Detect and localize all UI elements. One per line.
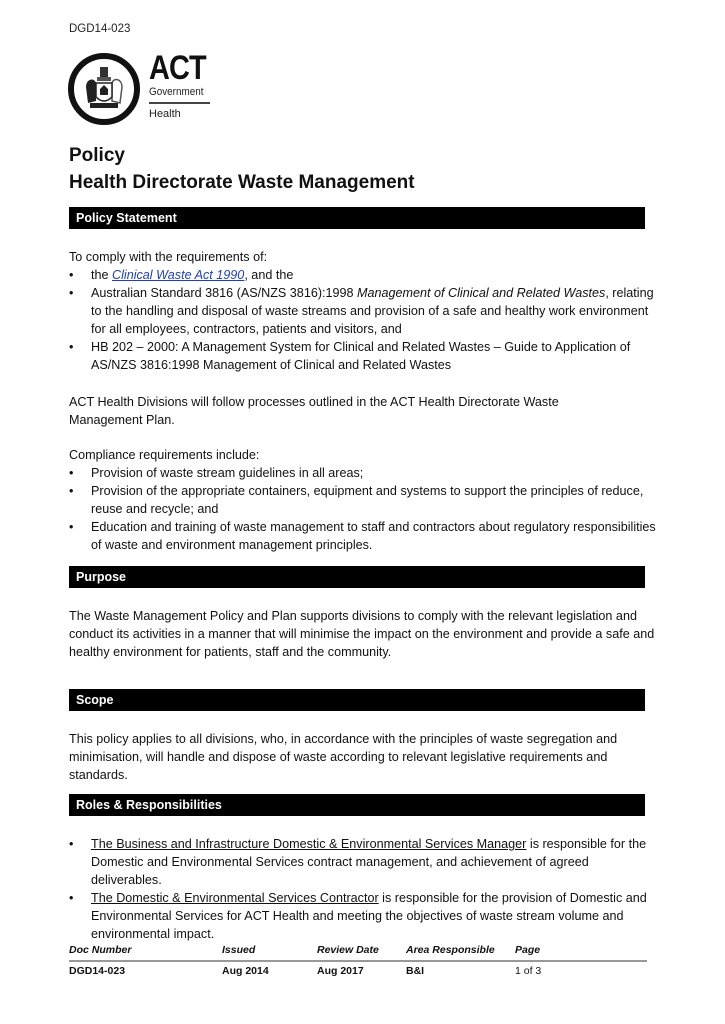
- roles-list: [69, 835, 659, 943]
- page-title-type: Policy: [69, 145, 125, 166]
- footer-header-row: [69, 943, 647, 959]
- paragraph-text: The Waste Management Policy and Plan supports divisions to comply with the relevant legislation and conduct its activities in a manner that will minimise the impact on the environment and provide a safe and healthy environment for patients, staff and the community.: [69, 609, 655, 659]
- list-item: [69, 482, 659, 518]
- bullet-icon: •: [69, 340, 74, 354]
- purpose-body: [69, 607, 659, 661]
- list-item: [69, 518, 659, 554]
- role-title: The Business and Infrastructure Domestic & Environmental Services Manager: [91, 837, 527, 851]
- list-text: Australian Standard 3816 (AS/NZS 3816):1998: [91, 286, 358, 300]
- list-text: Provision of waste stream guidelines in all areas;: [91, 466, 364, 480]
- list-item: [69, 284, 659, 338]
- list-item: [69, 889, 659, 943]
- footer-page: 1 of 3: [515, 965, 542, 977]
- standard-title: Management of Clinical and Related Wastes: [357, 286, 606, 300]
- logo-health-text: Health: [149, 108, 181, 120]
- role-description: is responsible for the provision of Domestic and Environmental Services for ACT Health and meeting the objectives of waste stream volume and environmental impact.: [91, 891, 647, 941]
- section-heading-scope: Scope: [69, 689, 645, 711]
- list-text: HB 202 – 2000: A Management System for Clinical and Related Wastes – Guide to Application of AS/NZS 3816:1998 Management of Clinical and Related Wastes: [91, 340, 631, 372]
- act-government-health-logo: [68, 49, 218, 128]
- compliance-section: [69, 446, 659, 554]
- bullet-icon: •: [69, 520, 74, 534]
- scope-body: [69, 730, 659, 784]
- policy-statement-body: [69, 248, 659, 374]
- footer-header-doc-number: Doc Number: [69, 944, 132, 956]
- page-title: Health Directorate Waste Management: [69, 172, 415, 193]
- bullet-icon: •: [69, 466, 74, 480]
- list-text: , and the: [244, 268, 294, 282]
- bullet-icon: •: [69, 286, 74, 300]
- clinical-waste-act-link[interactable]: Clinical Waste Act 1990: [112, 268, 245, 282]
- compliance-list: [69, 464, 659, 554]
- footer-header-area: Area Responsible: [406, 944, 495, 956]
- footer-issued: Aug 2014: [222, 965, 269, 977]
- header-doc-number: DGD14-023: [69, 23, 131, 35]
- footer-area: B&I: [406, 965, 425, 977]
- footer-header-page: Page: [515, 944, 541, 956]
- list-item: [69, 835, 659, 889]
- document-footer: [69, 943, 647, 980]
- compliance-intro: Compliance requirements include:: [69, 448, 260, 462]
- footer-review-date: Aug 2017: [317, 965, 364, 977]
- policy-paragraph: [69, 393, 609, 429]
- list-item: [69, 266, 659, 284]
- act-coat-of-arms-icon: [68, 53, 140, 125]
- roles-body: [69, 835, 659, 943]
- role-title: The Domestic & Environmental Services Contractor: [91, 891, 379, 905]
- bullet-icon: •: [69, 484, 74, 498]
- list-text: the: [91, 268, 113, 282]
- footer-value-row: [69, 964, 647, 980]
- paragraph-text: This policy applies to all divisions, who, in accordance with the principles of waste segregation and minimisation, will handle and dispose of waste according to relevant legislative requirements and standards.: [69, 732, 618, 782]
- requirements-list: [69, 266, 659, 374]
- bullet-icon: •: [69, 268, 74, 282]
- paragraph-text: ACT Health Divisions will follow processes outlined in the ACT Health Directorate Waste Management Plan.: [69, 395, 559, 427]
- footer-header-review-date: Review Date: [317, 944, 379, 956]
- bullet-icon: •: [69, 837, 74, 851]
- logo-divider: [149, 102, 210, 104]
- list-text: , relating to the handling and disposal of waste streams and provision of a safe and healthy work environment for all employees, contractors, patients and visitors, and: [91, 286, 654, 336]
- footer-doc-number: DGD14-023: [69, 965, 126, 977]
- footer-header-issued: Issued: [222, 944, 256, 956]
- section-heading-purpose: Purpose: [69, 566, 645, 588]
- list-text: Education and training of waste management to staff and contractors about regulatory responsibilities of waste and environment management principles.: [91, 520, 656, 552]
- role-description: is responsible for the Domestic and Environmental Services contract management, and achievement of agreed deliverables.: [91, 837, 647, 887]
- logo-government-text: Government: [149, 86, 204, 98]
- list-item: [69, 338, 659, 374]
- list-text: Provision of the appropriate containers, equipment and systems to support the principles of reduce, reuse and recycle; and: [91, 484, 644, 516]
- policy-intro: To comply with the requirements of:: [69, 250, 268, 264]
- logo-act-text: ACT: [149, 49, 206, 87]
- footer-divider: [69, 960, 647, 962]
- section-heading-policy-statement: Policy Statement: [69, 207, 645, 229]
- section-heading-roles: Roles & Responsibilities: [69, 794, 645, 816]
- list-item: [69, 464, 659, 482]
- bullet-icon: •: [69, 891, 74, 905]
